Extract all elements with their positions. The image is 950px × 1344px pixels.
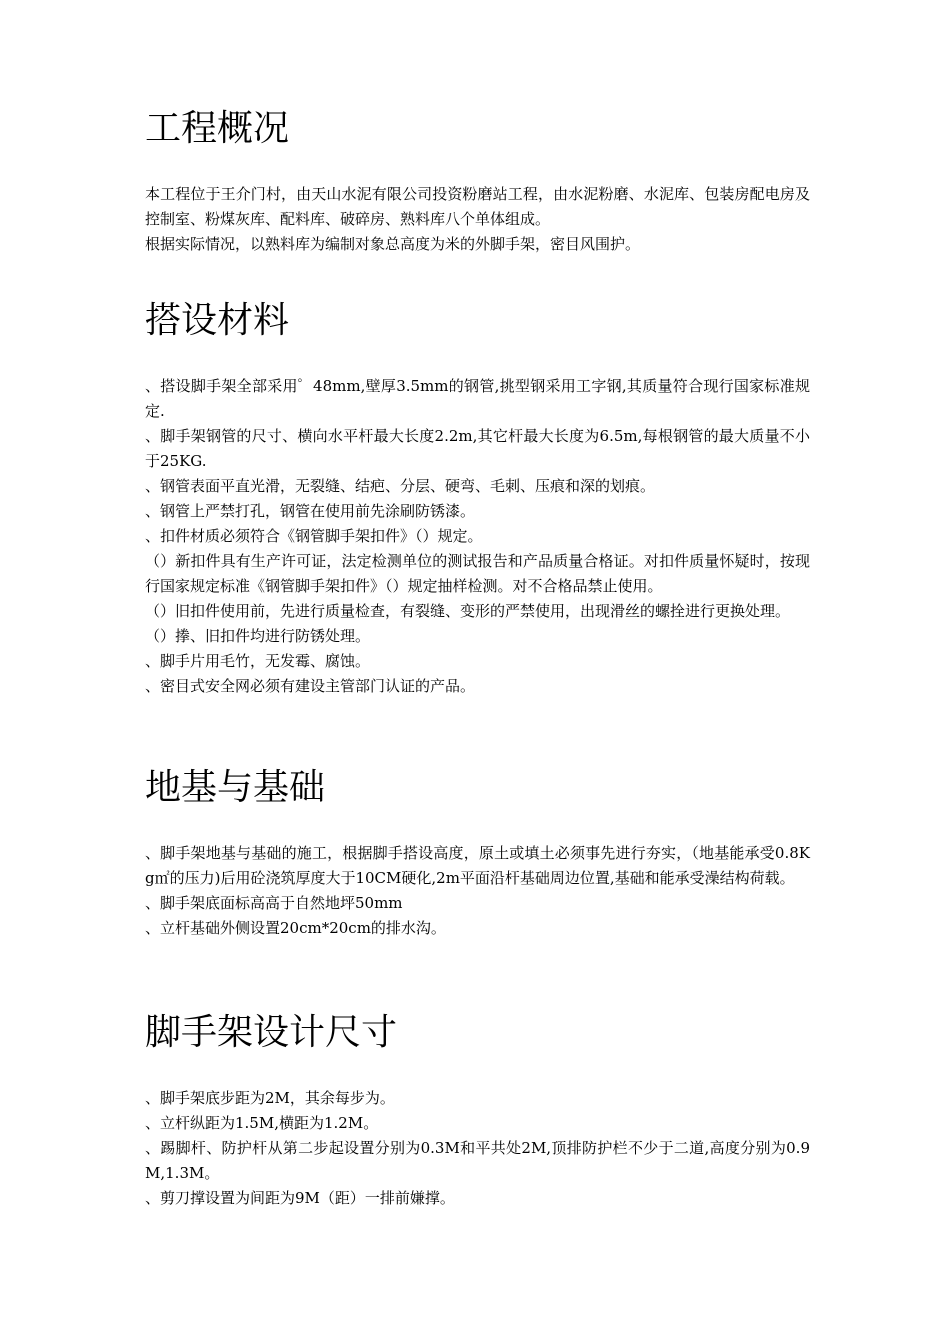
- paragraph: 、钢管上严禁打孔，钢管在使用前先涂刷防锈漆。: [145, 502, 476, 520]
- paragraph: 、剪刀撑设置为间距为9M（距）一排前嫌撑。: [145, 1189, 455, 1207]
- paragraph: 、密目式安全网必须有建设主管部门认证的产品。: [145, 677, 476, 695]
- paragraph: 、搭设脚手架全部采用゜48mm,壁厚3.5mm的钢管,挑型钢采用工字钢,其质量符合现行国家标准规定.: [145, 377, 810, 420]
- paragraph: 根据实际情况，以熟料库为编制对象总高度为米的外脚手架，密目风围护。: [145, 235, 641, 253]
- section-project-overview: [145, 106, 810, 257]
- section-materials: [145, 298, 810, 699]
- section-scaffold-dimensions: [145, 1010, 810, 1211]
- paragraph: （）新扣件具有生产许可证，法定检测单位的测试报告和产品质量合格证。对扣件质量怀疑时，按现行国家规定标准《钢管脚手架扣件》（）规定抽样检测。对不合格品禁止使用。: [145, 552, 810, 595]
- paragraph: 、脚手架钢管的尺寸、横向水平杆最大长度2.2m,其它杆最大长度为6.5m,每根钢管的最大质量不小于25KG.: [145, 427, 810, 470]
- section-heading: 地基与基础: [145, 767, 326, 808]
- section-foundation: [145, 765, 810, 941]
- paragraph: 、脚手架底面标高高于自然地坪50mm: [145, 894, 403, 912]
- section-heading: 脚手架设计尺寸: [145, 1012, 398, 1053]
- paragraph: 、立杆基础外侧设置20cm*20cm的排水沟。: [145, 919, 446, 937]
- section-body: [145, 182, 810, 257]
- paragraph: （）搼、旧扣件均进行防锈处理。: [145, 627, 371, 645]
- paragraph: 、脚手架底步距为2M，其余每步为。: [145, 1089, 395, 1107]
- paragraph: （）旧扣件使用前，先进行质量检查，有裂缝、变形的严禁使用，出现滑丝的螺拴进行更换处理。: [145, 602, 791, 620]
- paragraph: 、扣件材质必须符合《钢管脚手架扣件》（）规定。: [145, 527, 483, 545]
- paragraph: 、脚手片用毛竹，无发霉、腐蚀。: [145, 652, 371, 670]
- section-body: [145, 841, 810, 941]
- paragraph: 、钢管表面平直光滑，无裂缝、结疤、分层、硬弯、毛刺、压痕和深的划痕。: [145, 477, 656, 495]
- section-body: [145, 1086, 810, 1211]
- paragraph: 、踢脚杆、防护杆从第二步起设置分别为0.3M和平共处2M,顶排防护栏不少于二道,高度分别为0.9M,1.3M。: [145, 1139, 810, 1182]
- paragraph: 本工程位于王介门村，由天山水泥有限公司投资粉磨站工程，由水泥粉磨、水泥库、包装房配电房及控制室、粉煤灰库、配料库、破碎房、熟料库八个单体组成。: [145, 185, 810, 228]
- section-heading: 工程概况: [145, 108, 290, 149]
- section-heading: 搭设材料: [145, 300, 290, 341]
- paragraph: 、脚手架地基与基础的施工，根据脚手搭设高度，原土或填土必须事先进行夯实，（地基能承受0.8Kg㎡的压力)后用砼浇筑厚度大于10CM硬化,2m平面沿杆基础周边位置,基础和能承受澡结构荷载。: [145, 844, 810, 887]
- paragraph: 、立杆纵距为1.5M,横距为1.2M。: [145, 1114, 379, 1132]
- section-body: [145, 374, 810, 699]
